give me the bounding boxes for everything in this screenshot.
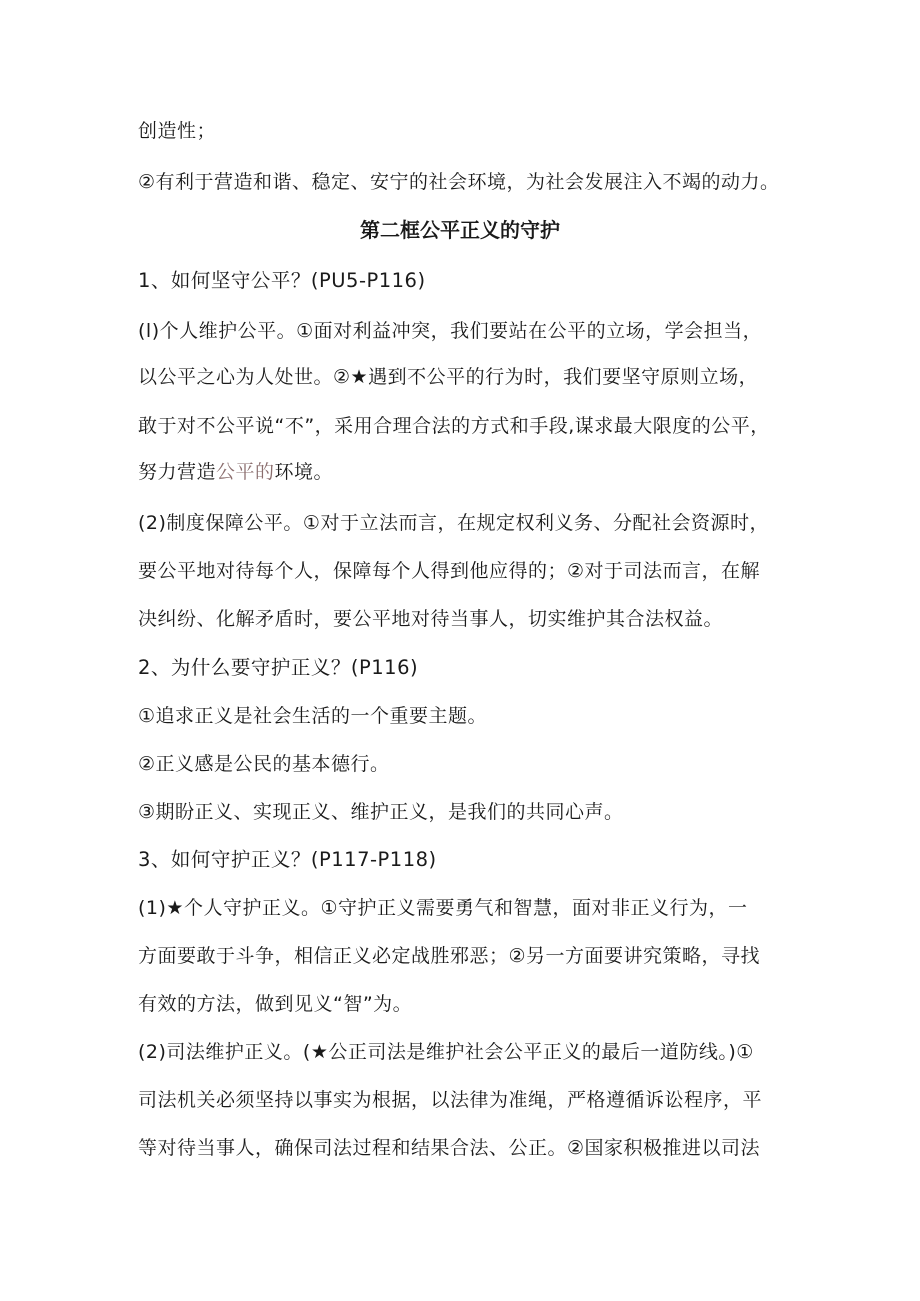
- text-span: 环境。: [274, 461, 334, 483]
- highlighted-text: 公平的: [216, 461, 275, 483]
- text-line: [138, 458, 798, 486]
- text-line: (1)★个人守护正义。①守护正义需要勇气和智慧，面对非正义行为，一: [138, 897, 748, 919]
- question-heading: 3、如何守护正义？(P117-P118): [138, 848, 437, 871]
- text-line: ②有利于营造和谐、稳定、安宁的社会环境，为社会发展注入不竭的动力。: [138, 171, 780, 193]
- text-line: 司法机关必须坚持以事实为根据，以法律为准绳，严格遵循诉讼程序，平: [138, 1089, 763, 1111]
- text-line: 敢于对不公平说“不”，采用合理合法的方式和手段,谋求最大限度的公平，: [138, 415, 770, 437]
- text-line: (2)制度保障公平。①对于立法而言，在规定权利义务、分配社会资源时，: [138, 512, 769, 534]
- question-heading: 2、为什么要守护正义？(P116): [138, 656, 419, 679]
- text-line: 方面要敢于斗争，相信正义必定战胜邪恶；②另一方面要讲究策略，寻找: [138, 945, 761, 967]
- text-line: 决纠纷、化解矛盾时，要公平地对待当事人，切实维护其合法权益。: [138, 608, 724, 630]
- text-line: ③期盼正义、实现正义、维护正义，是我们的共同心声。: [138, 801, 624, 823]
- text-line: 要公平地对待每个人，保障每个人得到他应得的；②对于司法而言，在解: [138, 560, 761, 582]
- text-line: (2)司法维护正义。(★公正司法是维护社会公平正义的最后一道防线。)①: [138, 1041, 754, 1063]
- text-span: 努力营造: [138, 461, 217, 483]
- question-heading: 1、如何坚守公平？(PU5-P116): [138, 269, 426, 292]
- text-line: ②正义感是公民的基本德行。: [138, 753, 390, 775]
- text-line: 以公平之心为人处世。②★遇到不公平的行为时，我们要坚守原则立场，: [138, 366, 759, 388]
- text-line: ①追求正义是社会生活的一个重要主题。: [138, 705, 488, 727]
- section-title: 第二框公平正义的守护: [360, 218, 560, 242]
- text-line: 有效的方法，做到见义“智”为。: [138, 993, 413, 1015]
- text-line: 创造性；: [138, 120, 217, 142]
- text-line: (l)个人维护公平。①面对利益冲突，我们要站在公平的立场，学会担当，: [138, 320, 763, 342]
- text-line: 等对待当事人，确保司法过程和结果合法、公正。②国家积极推进以司法: [138, 1137, 761, 1159]
